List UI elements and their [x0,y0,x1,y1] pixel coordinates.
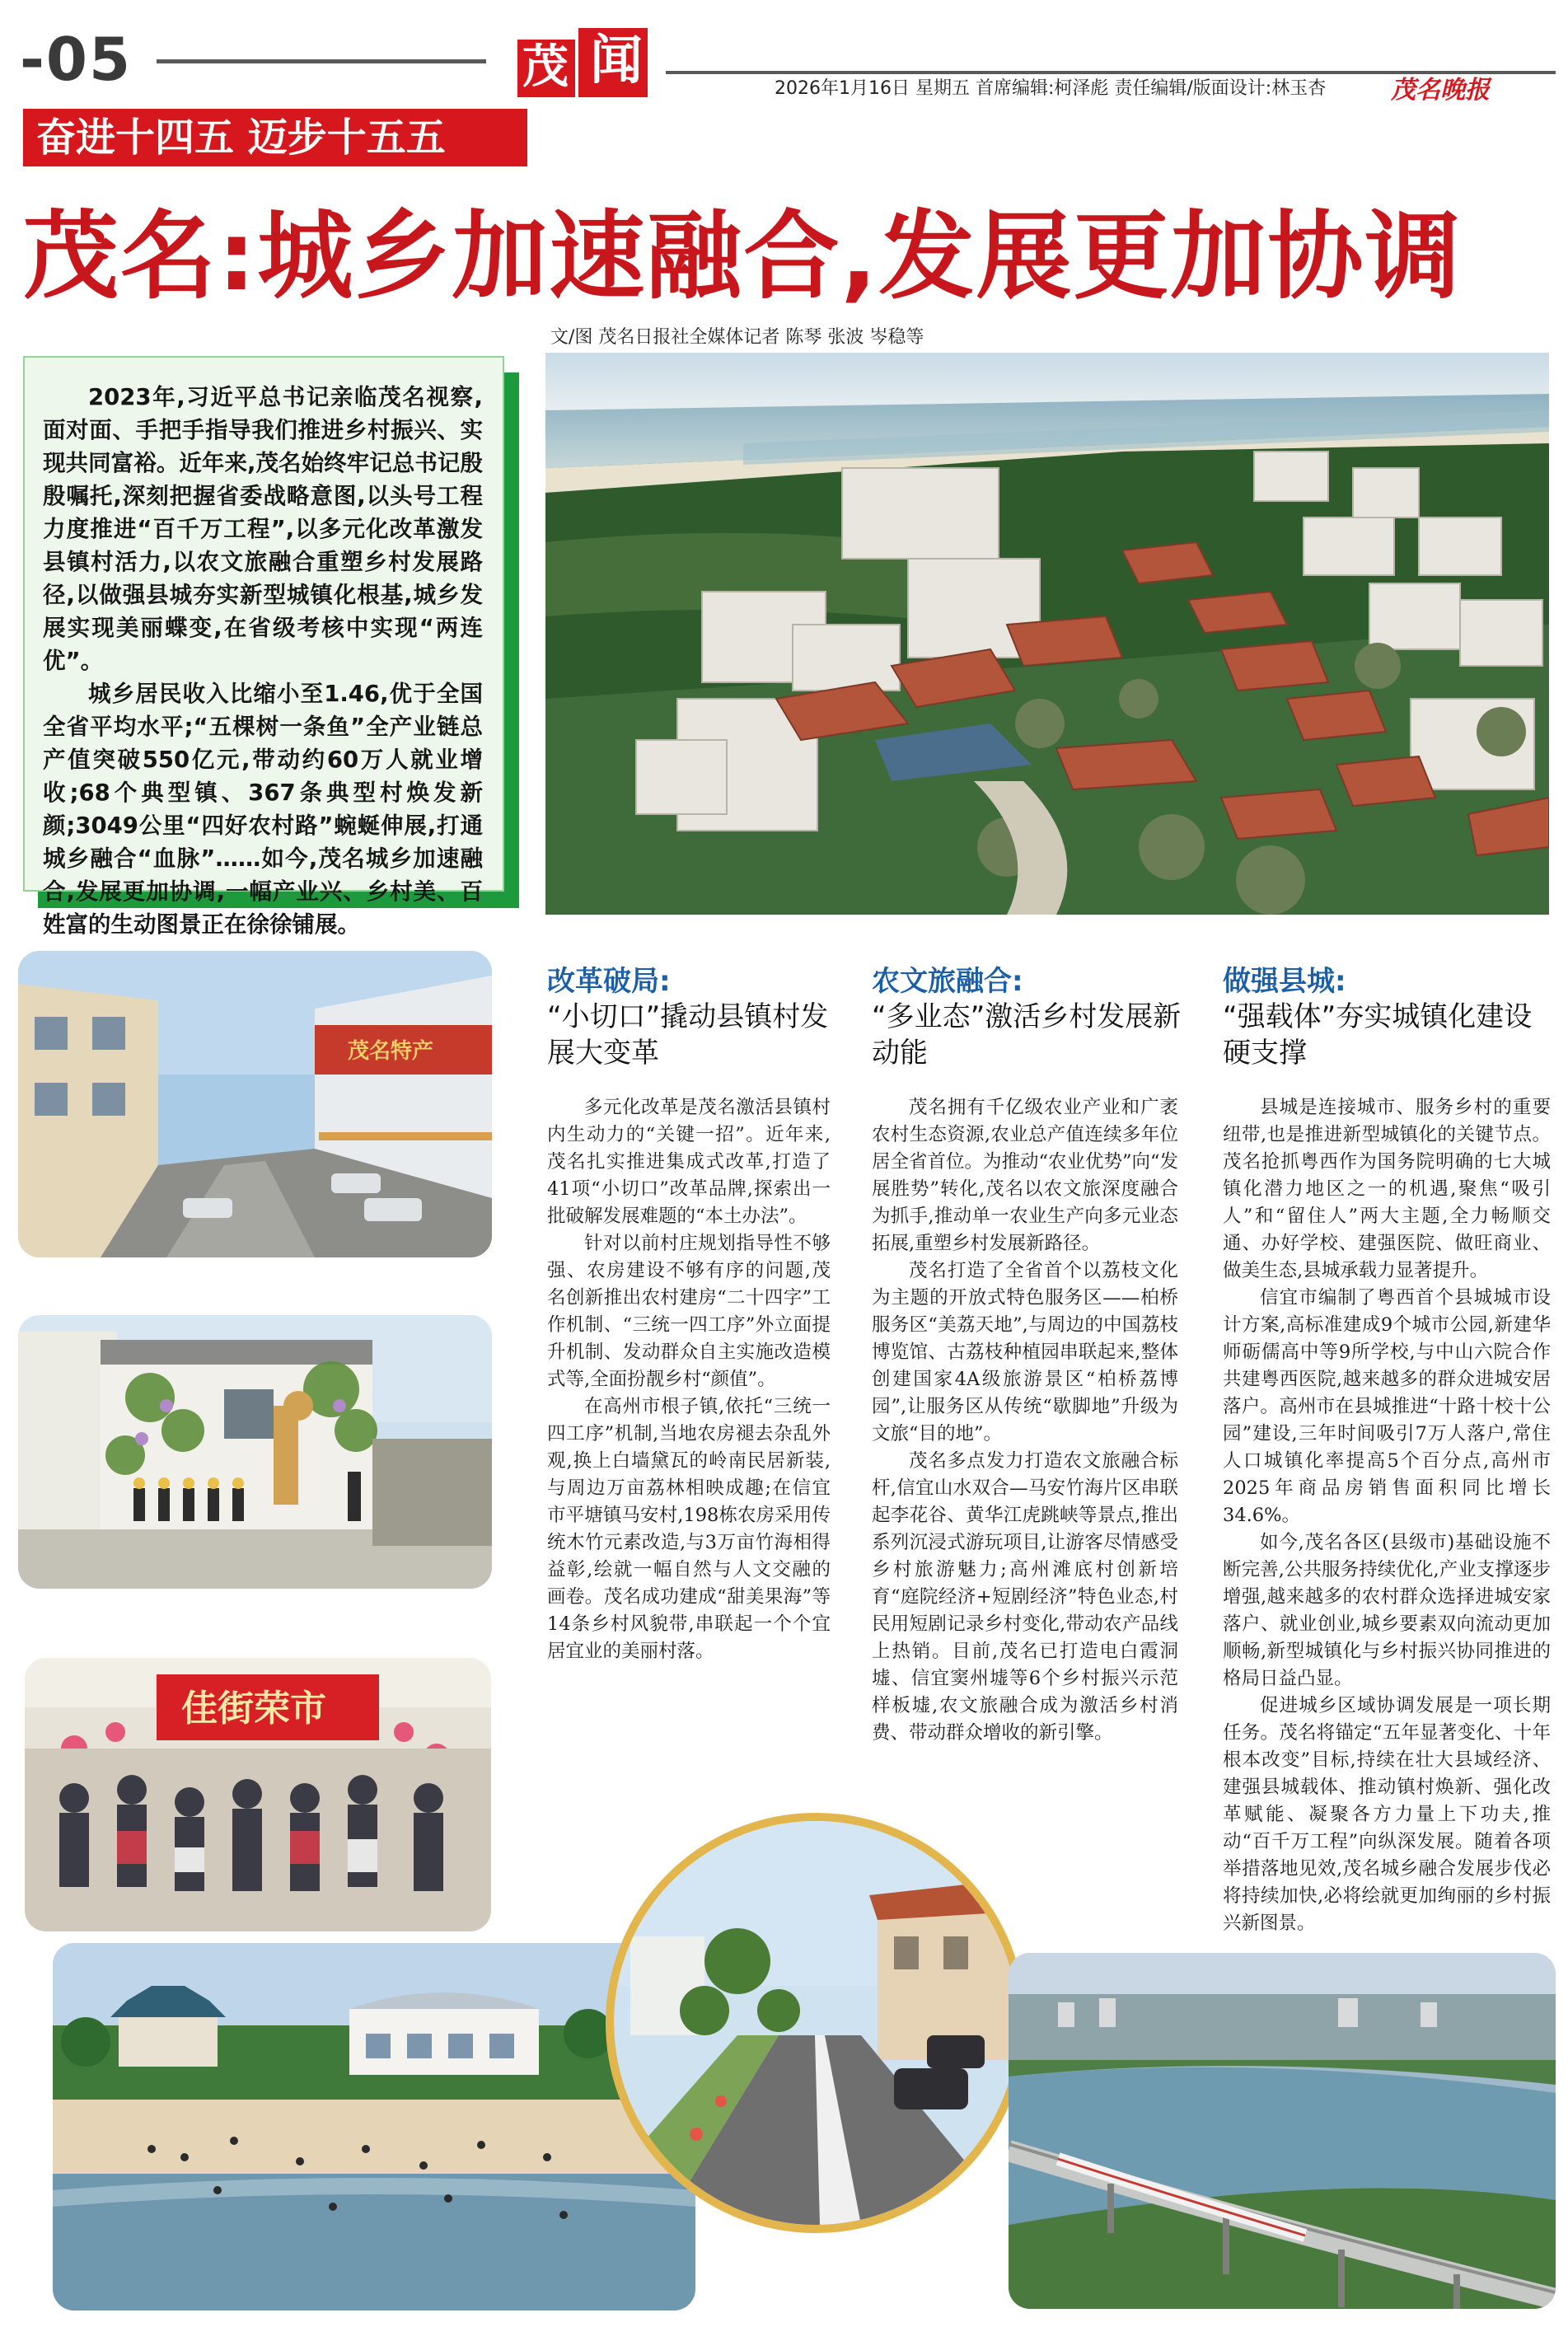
column-3-tag: 做强县城: [1223,965,1346,998]
column-1-subtitle: “小切口”撬动县镇村发展大变革 [547,1000,829,1070]
street-photo [18,951,492,1257]
column-2-tag: 农文旅融合: [872,965,1023,998]
river-railway-photo [1009,1953,1556,2309]
kicker-banner: 奋进十四五 迈步十五五 [23,109,527,166]
column-1-heading [547,964,835,1071]
market-sign-text: 佳街荣市 [181,1688,326,1730]
intro-paragraph: 城乡居民收入比缩小至1.46,优于全国全省平均水平;“五棵树一条鱼”全产业链总产值突破550亿元,带动约60万人就业增收;68个典型镇、367条典型村焕发新颜;3049公里“四好农村路”蜿蜒伸展,打通城乡融合“血脉”……如今,茂名城乡加速融合,发展更加协调,一幅产业兴、乡村美、百姓富的生动图景正在徐徐铺展。 [43,681,483,938]
column-1-paragraph: 多元化改革是茂名激活县镇村内生动力的“关键一招”。近年来,茂名扎实推进集成式改革,打造了41项“小切口”改革品牌,探索出一批破解发展难题的“本土办法”。 [547,1097,831,1227]
column-1-paragraph: 针对以前村庄规划指导性不够强、农房建设不够有序的问题,茂名创新推出农村建房“二十四字”工作机制、“三统一四工序”外立面提升机制、发动群众自主实施改造模式等,全面扮靓乡村“颜值”。 [547,1233,831,1390]
headline: 茂名:城乡加速融合,发展更加协调 [23,201,1463,312]
street-sign-text: 茂名特产 [348,1039,434,1064]
masthead-logo: 茂名晚报 [1391,76,1490,105]
byline: 文/图 茂名日报社全媒体记者 陈琴 张波 岑稳等 [550,327,924,348]
aerial-village-photo [545,353,1549,915]
column-3-paragraph: 如今,茂名各区(县级市)基础设施不断完善,公共服务持续优化,产业支撑逐步增强,越来越多的农村群众选择进城安家落户、就业创业,城乡要素双向流动更加顺畅,新型城镇化与乡村振兴协同推进的格局日益凸显。 [1223,1532,1551,1689]
column-3-paragraph: 促进城乡区域协调发展是一项长期任务。茂名将锚定“五年显著变化、十年根本改变”目标,持续在壮大县域经济、建强县城载体、推动镇村焕新、强化改革赋能、凝聚各方力量上下功夫,推动“百千万工程”向纵深发展。随着各项举措落地见效,茂名城乡融合发展步伐必将持续加快,必将绘就更加绚丽的乡村振兴新图景。 [1223,1695,1551,1934]
intro-box [23,356,504,938]
column-2-paragraph: 茂名打造了全省首个以荔枝文化为主题的开放式特色服务区——柏桥服务区“美荔天地”,与周边的中国荔枝博览馆、古荔枝种植园串联起来,整体创建国家4A级旅游景区“柏桥荔博园”,让服务区从传统“歇脚地”升级为文旅“目的地”。 [872,1260,1178,1444]
mural-wall-photo [18,1315,492,1589]
page-number: -05 [20,25,133,94]
intro-paragraph: 2023年,习近平总书记亲临茂名视察,面对面、手把手指导我们推进乡村振兴、实现共同富裕。近年来,茂名始终牢记总书记殷殷嘱托,深刻把握省委战略意图,以头号工程力度推进“百千万工程”,以多元化改革激发县镇村活力,以农文旅融合重塑乡村发展路径,以做强县城夯实新型城镇化根基,城乡发展实现美丽蝶变,在省级考核中实现“两连优”。 [43,384,483,674]
column-2-subtitle: “多业态”激活乡村发展新动能 [872,1000,1182,1070]
rural-road-circle-photo [606,1813,1026,2233]
column-2-body [872,1094,1178,1747]
column-2-paragraph: 茂名多点发力打造农文旅融合标杆,信宜山水双合—马安竹海片区串联起李花谷、黄华江虎跳峡等景点,推出系列沉浸式游玩项目,让游客尽情感受乡村旅游魅力;高州滩底村创新培育“庭院经济+短剧经济”特色业态,村民用短剧记录乡村变化,带动农产品线上热销。目前,茂名已打造电白霞洞墟、信宜窦州墟等6个乡村振兴示范样板墟,农文旅融合成为激活乡村消费、带动群众增收的新引擎。 [872,1450,1178,1744]
section-char-1: 茂 [522,40,569,94]
column-1-paragraph: 在高州市根子镇,依托“三统一四工序”机制,当地农房褪去杂乱外观,换上白墙黛瓦的岭南民居新装,与周边万亩荔林相映成趣;在信宜市平塘镇马安村,198栋农房采用传统木竹元素改造,与3万亩竹海相得益彰,绘就一幅自然与人文交融的画卷。茂名成功建成“甜美果海”等14条乡村风貌带,串联起一个个宜居宜业的美丽村落。 [547,1396,831,1662]
header-rule [157,59,486,63]
section-char-2: 闻 [590,30,643,91]
market-crowd-photo [25,1658,491,1931]
issue-meta: 2026年1月16日 星期五 首席编辑:柯泽彪 责任编辑/版面设计:林玉杏 [775,78,1327,99]
column-1-tag: 改革破局: [547,965,671,998]
section-badge [517,28,649,97]
column-3-subtitle: “强载体”夯实城镇化建设硬支撑 [1223,1000,1533,1070]
column-3-heading [1223,964,1552,1071]
column-2-heading [872,964,1185,1071]
beach-resort-photo [53,1943,695,2311]
column-2-paragraph: 茂名拥有千亿级农业产业和广袤农村生态资源,农业总产值连续多年位居全省首位。为推动“农业优势”向“发展胜势”转化,茂名以农文旅深度融合为抓手,推动单一农业生产向多元业态拓展,重塑乡村发展新路径。 [872,1097,1179,1254]
column-3-paragraph: 信宜市编制了粤西首个县城城市设计方案,高标准建成9个城市公园,新建华师砺儒高中等9所学校,与中山六院合作共建粤西医院,越来越多的群众进城安居落户。高州市在县城推进“十路十校十公园”建设,三年时间吸引7万人落户,常住人口城镇化率提高5个百分点,高州市2025年商品房销售面积同比增长34.6%。 [1223,1287,1551,1526]
column-3-paragraph: 县城是连接城市、服务乡村的重要纽带,也是推进新型城镇化的关键节点。茂名抢抓粤西作为国务院明确的七大城镇化潜力地区之一的机遇,聚焦“吸引人”和“留住人”两大主题,全力畅顺交通、办好学校、建强医院、做旺商业、做美生态,县城承载力显著提升。 [1223,1097,1551,1281]
column-3-body [1223,1094,1551,1937]
column-1-body [547,1094,831,1665]
